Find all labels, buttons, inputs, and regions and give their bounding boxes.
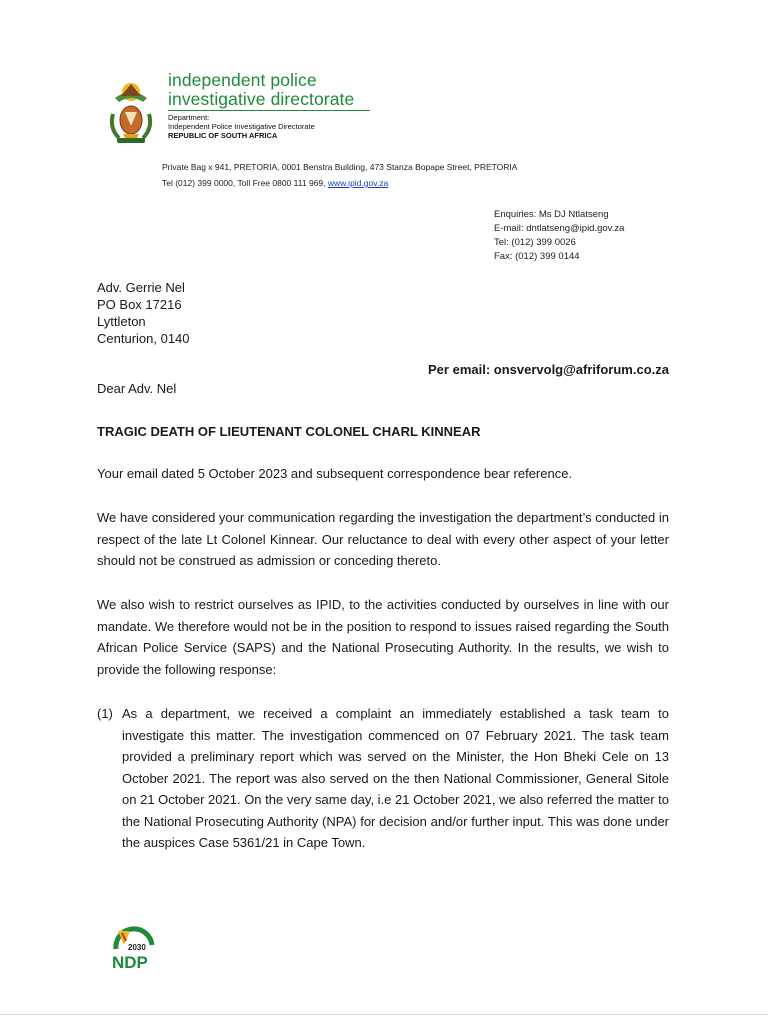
recipient-suburb: Lyttleton — [97, 314, 146, 329]
letter-subject: TRAGIC DEATH OF LIEUTENANT COLONEL CHARL KINNEAR — [97, 424, 481, 439]
contact-line — [162, 178, 388, 189]
paragraph-2: We have considered your communication regarding the investigation the department’s conducted in respect of the late Lt Colonel Kinnear. Our reluctance to deal with every other aspect of your letter should not be construed as admission or conceding thereto. — [97, 510, 669, 568]
recipient-po-box: PO Box 17216 — [97, 297, 182, 312]
enquiries-tel: Tel: (012) 399 0026 — [494, 237, 576, 248]
enquiries-contact: Enquiries: Ms DJ Ntlatseng — [494, 209, 609, 220]
ndp-year: 2030 — [128, 943, 146, 952]
org-divider — [168, 110, 370, 111]
department-name: Independent Police Investigative Directorate — [168, 122, 315, 131]
postal-address: Private Bag x 941, PRETORIA, 0001 Benstra Building, 473 Stanza Bopape Street, PRETORIA — [162, 162, 518, 172]
enquiries-fax: Fax: (012) 399 0144 — [494, 251, 580, 262]
website-link[interactable]: www.ipid.gov.za — [327, 178, 389, 188]
list-item-text: As a department, we received a complaint an immediately established a task team to investigate this matter. The investigation commenced on 07 February 2021. The task team provided a preliminary report which was served on the Minister, the Hon Bheki Cele on 13 October 2021. The report was also served on the then National Commissioner, General Sitole on 21 October 2021. On the very same day, i.e 21 October 2021, we also referred the matter to the National Prosecuting Authority (NPA) for decision and/or further input. This was done under the auspices Case 5361/21 in Cape Town. — [122, 706, 669, 850]
paragraph-1: Your email dated 5 October 2023 and subsequent correspondence bear reference. — [97, 466, 573, 481]
org-name-line2: investigative directorate — [168, 89, 355, 109]
recipient-name: Adv. Gerrie Nel — [97, 280, 185, 295]
salutation: Dear Adv. Nel — [97, 381, 177, 396]
recipient-city: Centurion, 0140 — [97, 331, 190, 346]
per-email-line: Per email: onsvervolg@afriforum.co.za — [428, 362, 669, 377]
contact-phones: Tel (012) 399 0000, Toll Free 0800 111 969, — [162, 178, 328, 188]
org-name-line1: independent police — [168, 70, 317, 90]
ndp-logo — [108, 923, 160, 971]
list-item-number: (1) — [97, 706, 113, 721]
page-bottom-edge — [0, 1014, 768, 1015]
department-country: REPUBLIC OF SOUTH AFRICA — [168, 131, 278, 140]
coat-of-arms-logo — [103, 80, 159, 150]
paragraph-3: We also wish to restrict ourselves as IPID, to the activities conducted by ourselves in line with our mandate. We therefore would not be in the position to respond to issues raised regarding the South African Police Service (SAPS) and the National Prosecuting Authority. In the results, we wish to provide the following response: — [97, 597, 669, 677]
enquiries-email: E-mail: dntlatseng@ipid.gov.za — [494, 223, 625, 234]
department-label: Department: — [168, 113, 210, 122]
ndp-acronym: NDP — [112, 953, 148, 971]
